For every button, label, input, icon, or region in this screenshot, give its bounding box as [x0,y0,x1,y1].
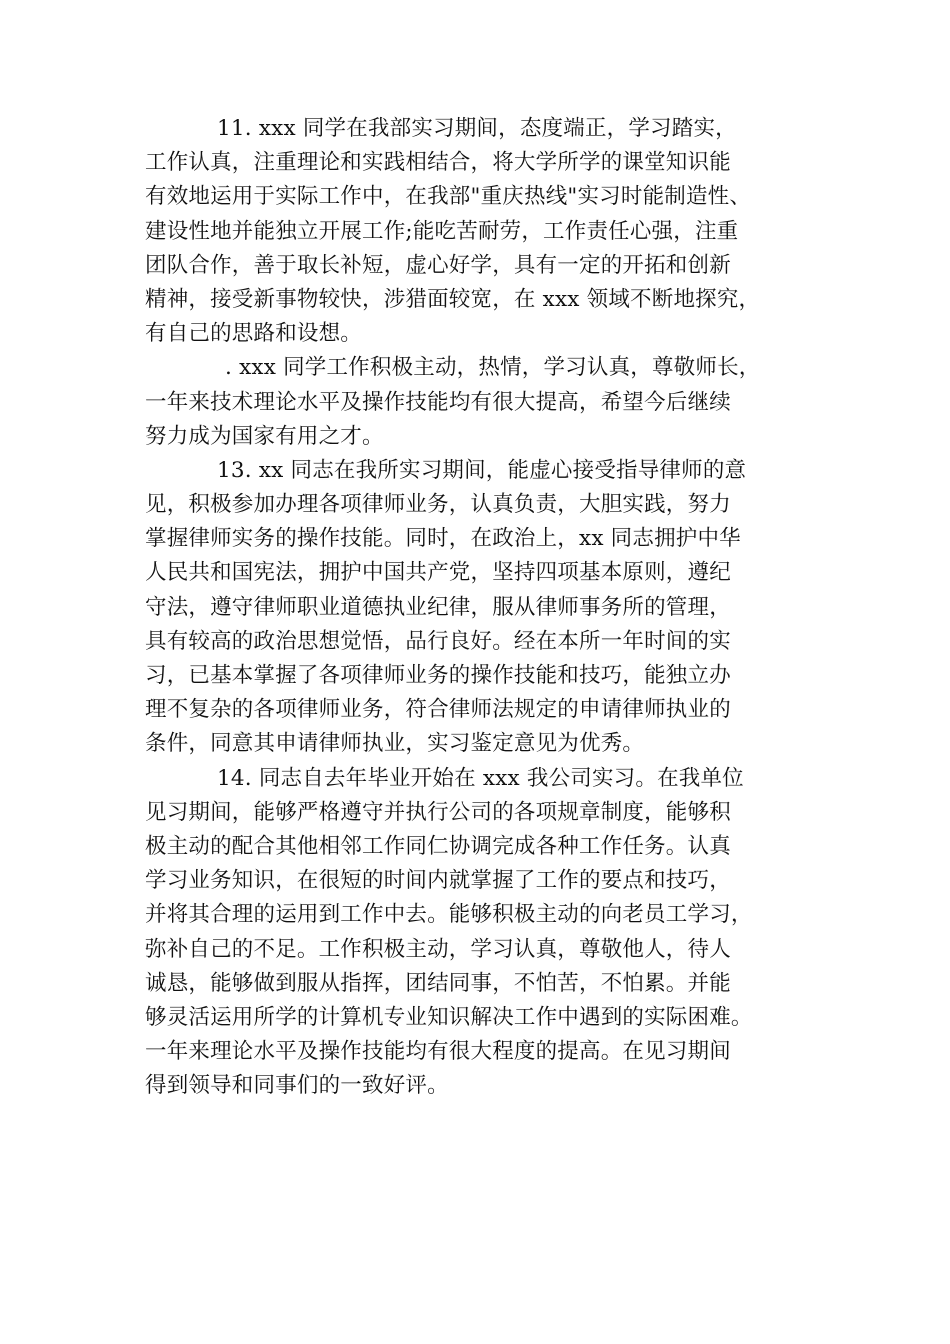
document-body [145,112,805,1103]
text-line: 努力成为国家有用之才。 [145,423,384,449]
text-line: 得到领导和同事们的一致好评。 [145,1073,449,1099]
paragraph-13 [145,454,805,762]
text-line: 理不复杂的各项律师业务，符合律师法规定的申请律师执业的 [145,697,731,723]
text-line: 诚恳，能够做到服从指挥，团结同事，不怕苦，不怕累。并能 [145,970,731,996]
paragraph-14 [145,762,805,1104]
text-line: 见，积极参加办理各项律师业务，认真负责，大胆实践，努力 [145,492,731,518]
text-line: 人民共和国宪法，拥护中国共产党，坚持四项基本原则，遵纪 [145,560,731,586]
text-line: 学习业务知识，在很短的时间内就掌握了工作的要点和技巧， [145,868,731,894]
text-line: 有自己的思路和设想。 [145,321,363,347]
text-line: 见习期间，能够严格遵守并执行公司的各项规章制度，能够积 [145,799,731,825]
text-line: 14. 同志自去年毕业开始在 xxx 我公司实习。在我单位 [217,765,744,791]
text-line: 够灵活运用所学的计算机专业知识解决工作中遇到的实际困难。 [145,1004,753,1030]
text-line: 11. xxx 同学在我部实习期间，态度端正，学习踏实， [217,116,737,141]
text-line: 有效地运用于实际工作中，在我部"重庆热线"实习时能制造性、 [145,184,752,210]
text-line: 掌握律师实务的操作技能。同时，在政治上，xx 同志拥护中华 [145,526,741,552]
text-line: 具有较高的政治思想觉悟，品行良好。经在本所一年时间的实 [145,628,731,654]
text-line: 工作认真，注重理论和实践相结合，将大学所学的课堂知识能 [145,150,731,176]
text-line: 团队合作，善于取长补短，虚心好学，具有一定的开拓和创新 [145,252,731,278]
paragraph-12 [145,351,805,454]
text-line: 习，已基本掌握了各项律师业务的操作技能和技巧，能独立办 [145,663,731,688]
text-line: 一年来理论水平及操作技能均有很大程度的提高。在见习期间 [145,1039,731,1065]
text-line: 建设性地并能独立开展工作;能吃苦耐劳，工作责任心强，注重 [145,218,739,244]
text-line: 精神，接受新事物较快，涉猎面较宽，在 xxx 领域不断地探究， [145,286,761,312]
text-line: 弥补自己的不足。工作积极主动，学习认真，尊敬他人，待人 [145,936,731,962]
text-line: 极主动的配合其他相邻工作同仁协调完成各种工作任务。认真 [145,833,731,859]
paragraph-11 [145,112,805,351]
text-line: 并将其合理的运用到工作中去。能够积极主动的向老员工学习， [145,902,753,928]
text-line: 守法，遵守律师职业道德执业纪律，服从律师事务所的管理， [145,594,731,620]
text-line: 条件，同意其申请律师执业，实习鉴定意见为优秀。 [145,731,645,757]
text-line: 13. xx 同志在我所实习期间，能虚心接受指导律师的意 [217,457,747,483]
text-line: . xxx 同学工作积极主动，热情，学习认真，尊敬师长， [225,355,761,381]
text-line: 一年来技术理论水平及操作技能均有很大提高，希望今后继续 [145,389,731,415]
